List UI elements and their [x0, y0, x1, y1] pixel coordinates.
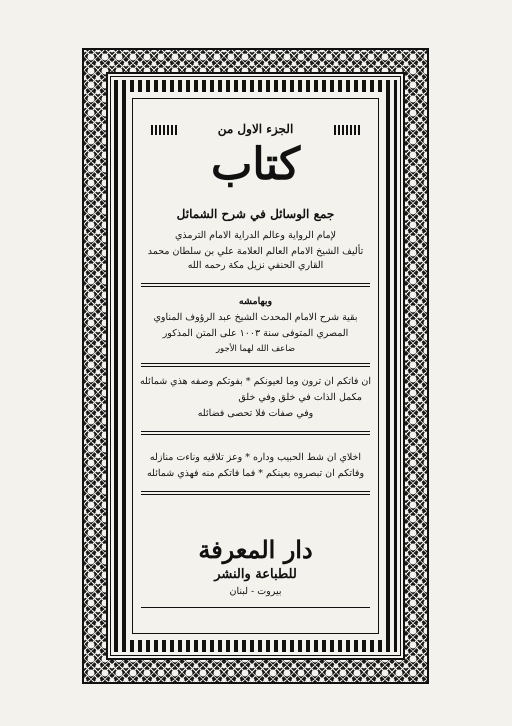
verse-4: اخلاي ان شط الحبيب وداره * وعز تلاقيه وناءت منازله	[149, 452, 362, 463]
title-panel	[132, 98, 379, 634]
verse-3: وفي صفات فلا تحصى فضائله	[197, 408, 314, 419]
publisher-sub: للطباعة والنشر	[214, 567, 297, 582]
author-line-1: تأليف الشيخ الامام العالم العلامة علي بن سلطان محمد	[147, 246, 364, 257]
margin-heading: وبهامشه	[238, 296, 273, 307]
place: بيروت - لبنان	[229, 586, 282, 597]
book-title: جمع الوسائل في شرح الشمائل	[176, 207, 335, 221]
divider-3	[141, 431, 370, 432]
verse-5: وفاتكم ان تبصروه بعينكم * فما فاتكم منه فهذي شمائله	[146, 468, 365, 479]
divider-4	[141, 491, 370, 492]
divider-2b	[141, 366, 370, 367]
volume-label: الجزء الاول من	[217, 122, 294, 136]
divider-3b	[141, 434, 370, 435]
divider-5	[141, 607, 370, 608]
margin-line-3: ضاعف الله لهما الأجور	[215, 344, 296, 354]
divider-1b	[141, 286, 370, 287]
author-line-2: القاري الحنفي نزيل مكة رحمه الله	[187, 260, 324, 271]
ornament-left-icon	[151, 125, 177, 135]
divider-2	[141, 363, 370, 364]
title-word: كتاب	[210, 139, 301, 190]
divider-1	[141, 283, 370, 284]
ornament-right-icon	[334, 125, 360, 135]
divider-4b	[141, 494, 370, 495]
verse-2: مكمل الذات في خلق وفي خلق	[238, 392, 362, 403]
margin-line-1: بقية شرح الامام المحدث الشيخ عبد الرؤوف المناوي	[153, 312, 358, 323]
subtitle: لإمام الرواية وعالم الدراية الامام الترمذي	[174, 230, 337, 241]
margin-line-2: المصري المتوفى سنة ١٠٠٣ على المتن المذكور	[162, 328, 349, 339]
publisher-name: دار المعرفة	[198, 535, 313, 564]
verse-1: ان فاتكم ان ترون وما لعيونكم * بفوتكم وصفه هذي شمائله	[139, 376, 372, 387]
